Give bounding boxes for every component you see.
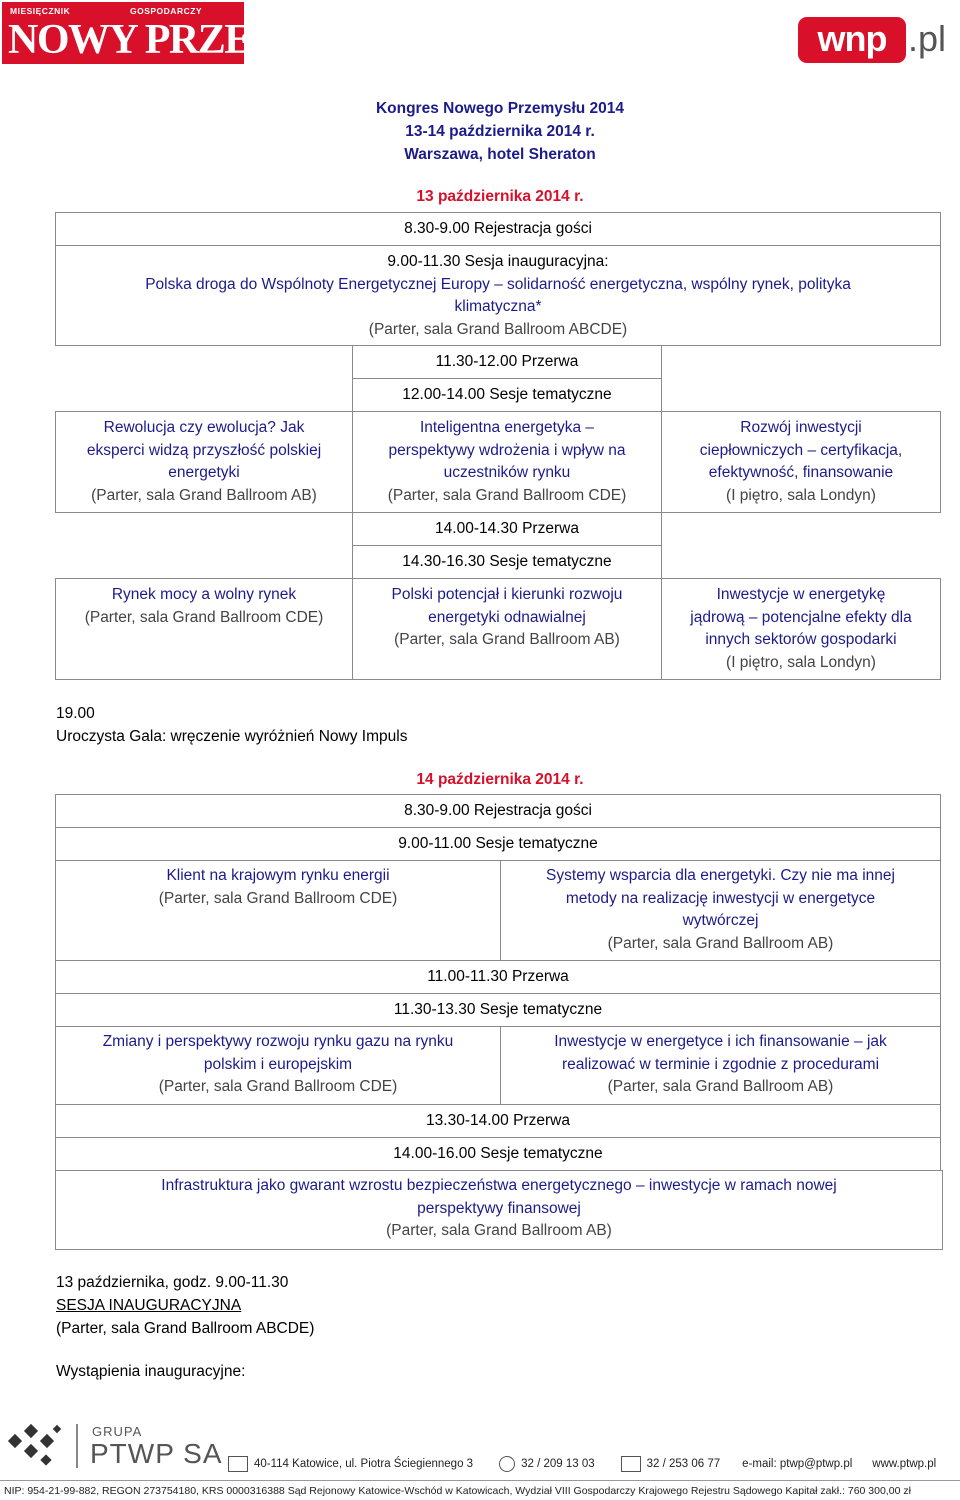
ptwp-logo-mark <box>4 1422 66 1470</box>
session-title-line: Inwestycje w energetyce i ich finansowanie – jak <box>554 1033 887 1050</box>
gala-time: 19.00 <box>56 705 95 722</box>
session-title-line: efektywność, finansowanie <box>708 464 894 481</box>
day2-session-3 <box>55 1170 943 1250</box>
session-title-line: innych sektorów gospodarki <box>705 631 897 648</box>
np-logo-wordmark: NOWY PRZEMYSŁ <box>8 17 367 63</box>
np-logo-top-left: MIESIĘCZNIK <box>10 6 71 16</box>
day2-sessions2-time: 11.30-13.30 Sesje tematyczne <box>55 993 941 1027</box>
title-line-3: Warszawa, hotel Sheraton <box>404 146 596 163</box>
wnp-logo-suffix: .pl <box>908 18 947 59</box>
inaugural-time: 9.00-11.30 Sesja inauguracyjna: <box>387 253 609 270</box>
day1-date: 13 października 2014 r. <box>416 188 584 205</box>
session-place: (Parter, sala Grand Ballroom AB) <box>386 1222 612 1239</box>
inaugural-title-2: klimatyczna* <box>454 298 542 315</box>
session-title-line: polskim i europejskim <box>203 1055 353 1073</box>
day2-break-1: 11.00-11.30 Przerwa <box>55 960 941 994</box>
session-place: (Parter, sala Grand Ballroom AB) <box>91 486 317 504</box>
day1-inaugural-session <box>55 245 941 346</box>
title-line-1: Kongres Nowego Przemysłu 2014 <box>375 100 625 117</box>
session-title-line: metody na realizację inwestycji w energetyce <box>565 889 876 907</box>
session-title-line: energetyki <box>168 464 240 481</box>
session-title-line: wytwórczej <box>682 912 759 929</box>
day1-session-2b <box>352 578 662 680</box>
ptwp-grupa: GRUPA <box>92 1424 143 1439</box>
session-title-line: Rewolucja czy ewolucja? Jak <box>103 419 305 436</box>
session-place: (I piętro, sala Londyn) <box>726 486 876 504</box>
day2-sessions3-time: 14.00-16.00 Sesje tematyczne <box>55 1137 941 1171</box>
day1-registration: 8.30-9.00 Rejestracja gości <box>55 212 941 246</box>
footer-fax: 32 / 253 06 77 <box>646 1458 721 1470</box>
session-title-line: perspektywy wdrożenia i wpływ na <box>388 441 626 459</box>
day1-session-2a <box>55 578 353 680</box>
day2-session-1a <box>55 860 501 961</box>
ptwp-name: PTWP SA <box>90 1438 223 1469</box>
session-title-line: Zmiany i perspektywy rozwoju rynku gazu na rynku <box>102 1033 454 1050</box>
session-title-line: eksperci widzą przyszłość polskiej <box>86 441 322 459</box>
session-title-line: energetyki odnawialnej <box>428 608 586 626</box>
footer-rule <box>0 1480 960 1481</box>
session-title-line: Inwestycje w energetykę <box>716 586 886 603</box>
day1-sessions2-time: 14.30-16.30 Sesje tematyczne <box>352 545 662 579</box>
session-title-line: perspektywy finansowej <box>417 1199 581 1217</box>
day2-break-2: 13.30-14.00 Przerwa <box>55 1104 941 1138</box>
inaugural-detail <box>56 1271 314 1340</box>
session-place: (Parter, sala Grand Ballroom AB) <box>607 1078 834 1095</box>
footer-legal: NIP: 954-21-99-882, REGON 273754180, KRS 0000316388 Sąd Rejonowy Katowice-Wschód w Katowicach, Wydział VIII Gospodarczy Krajowego Rejestru Sądowego Kapitał zakł.: 760 300,00 zł <box>4 1485 911 1497</box>
detail-heading: SESJA INAUGURACYJNA <box>56 1297 242 1314</box>
nowy-przemysl-logo <box>2 2 367 64</box>
day1-session-1c <box>661 411 941 513</box>
inaugural-place: (Parter, sala Grand Ballroom ABCDE) <box>368 320 628 338</box>
day2-session-2a <box>55 1026 501 1105</box>
detail-date: 13 października, godz. 9.00-11.30 <box>56 1274 289 1291</box>
day1-break-1: 11.30-12.00 Przerwa <box>352 345 662 379</box>
session-place: (Parter, sala Grand Ballroom CDE) <box>158 1078 398 1095</box>
session-title-line: Klient na krajowym rynku energii <box>166 867 390 884</box>
session-title-line: jądrową – potencjalne efekty dla <box>690 608 912 626</box>
day1-session-2c <box>661 578 941 680</box>
gala-block <box>56 702 407 748</box>
session-title-line: Inteligentna energetyka – <box>419 419 595 436</box>
day1-sessions1-time: 12.00-14.00 Sesje tematyczne <box>352 378 662 412</box>
day2-sessions1-time: 9.00-11.00 Sesje tematyczne <box>55 827 941 861</box>
session-place: (Parter, sala Grand Ballroom CDE) <box>158 889 398 907</box>
title-line-2: 13-14 października 2014 r. <box>405 123 595 140</box>
np-logo-top-right: GOSPODARCZY <box>130 6 203 16</box>
day1-session-1a <box>55 411 353 513</box>
session-place: (Parter, sala Grand Ballroom AB) <box>394 631 620 648</box>
session-title-line: Rozwój inwestycji <box>740 419 862 436</box>
session-place: (Parter, sala Grand Ballroom AB) <box>607 934 834 952</box>
day2-session-1b <box>500 860 941 961</box>
session-place: (Parter, sala Grand Ballroom CDE) <box>84 608 324 626</box>
gala-title: Uroczysta Gala: wręczenie wyróżnień Nowy Impuls <box>56 728 408 745</box>
footer-www[interactable]: www.ptwp.pl <box>872 1458 937 1470</box>
conference-title <box>300 97 700 166</box>
session-place: (I piętro, sala Londyn) <box>726 653 876 671</box>
inaugural-title-1: Polska droga do Wspólnoty Energetycznej Europy – solidarność energetyczna, wspólny rynek, polityka <box>145 275 851 293</box>
session-title-line: uczestników rynku <box>443 464 571 481</box>
session-title-line: ciepłowniczych – certyfikacja, <box>699 441 903 459</box>
footer-address: 40-114 Katowice, ul. Piotra Ściegiennego 3 <box>254 1458 474 1470</box>
day1-session-1b <box>352 411 662 513</box>
fax-icon <box>621 1456 641 1472</box>
footer-contacts <box>228 1456 936 1472</box>
footer-email[interactable]: e-mail: ptwp@ptwp.pl <box>742 1458 853 1470</box>
session-title-line: Infrastruktura jako gwarant wzrostu bezpieczeństwa energetycznego – inwestycje w ramach nowej <box>161 1177 837 1194</box>
wnp-logo: wnp <box>798 17 906 63</box>
address-icon <box>228 1456 248 1472</box>
day2-registration: 8.30-9.00 Rejestracja gości <box>55 794 941 828</box>
session-title-line: Rynek mocy a wolny rynek <box>111 586 297 603</box>
day2-date: 14 października 2014 r. <box>416 771 584 788</box>
footer-phone: 32 / 209 13 03 <box>521 1458 595 1470</box>
session-place: (Parter, sala Grand Ballroom CDE) <box>387 486 627 504</box>
footer-divider <box>76 1424 78 1468</box>
session-title-line: Systemy wsparcia dla energetyki. Czy nie ma innej <box>546 867 895 884</box>
detail-speeches: Wystąpienia inauguracyjne: <box>56 1363 246 1380</box>
detail-place: (Parter, sala Grand Ballroom ABCDE) <box>56 1320 315 1337</box>
day1-break-2: 14.00-14.30 Przerwa <box>352 512 662 546</box>
session-title-line: Polski potencjał i kierunki rozwoju <box>391 586 623 603</box>
day2-session-2b <box>500 1026 941 1105</box>
session-title-line: realizować w terminie i zgodnie z procedurami <box>561 1055 880 1073</box>
phone-icon <box>499 1456 515 1472</box>
